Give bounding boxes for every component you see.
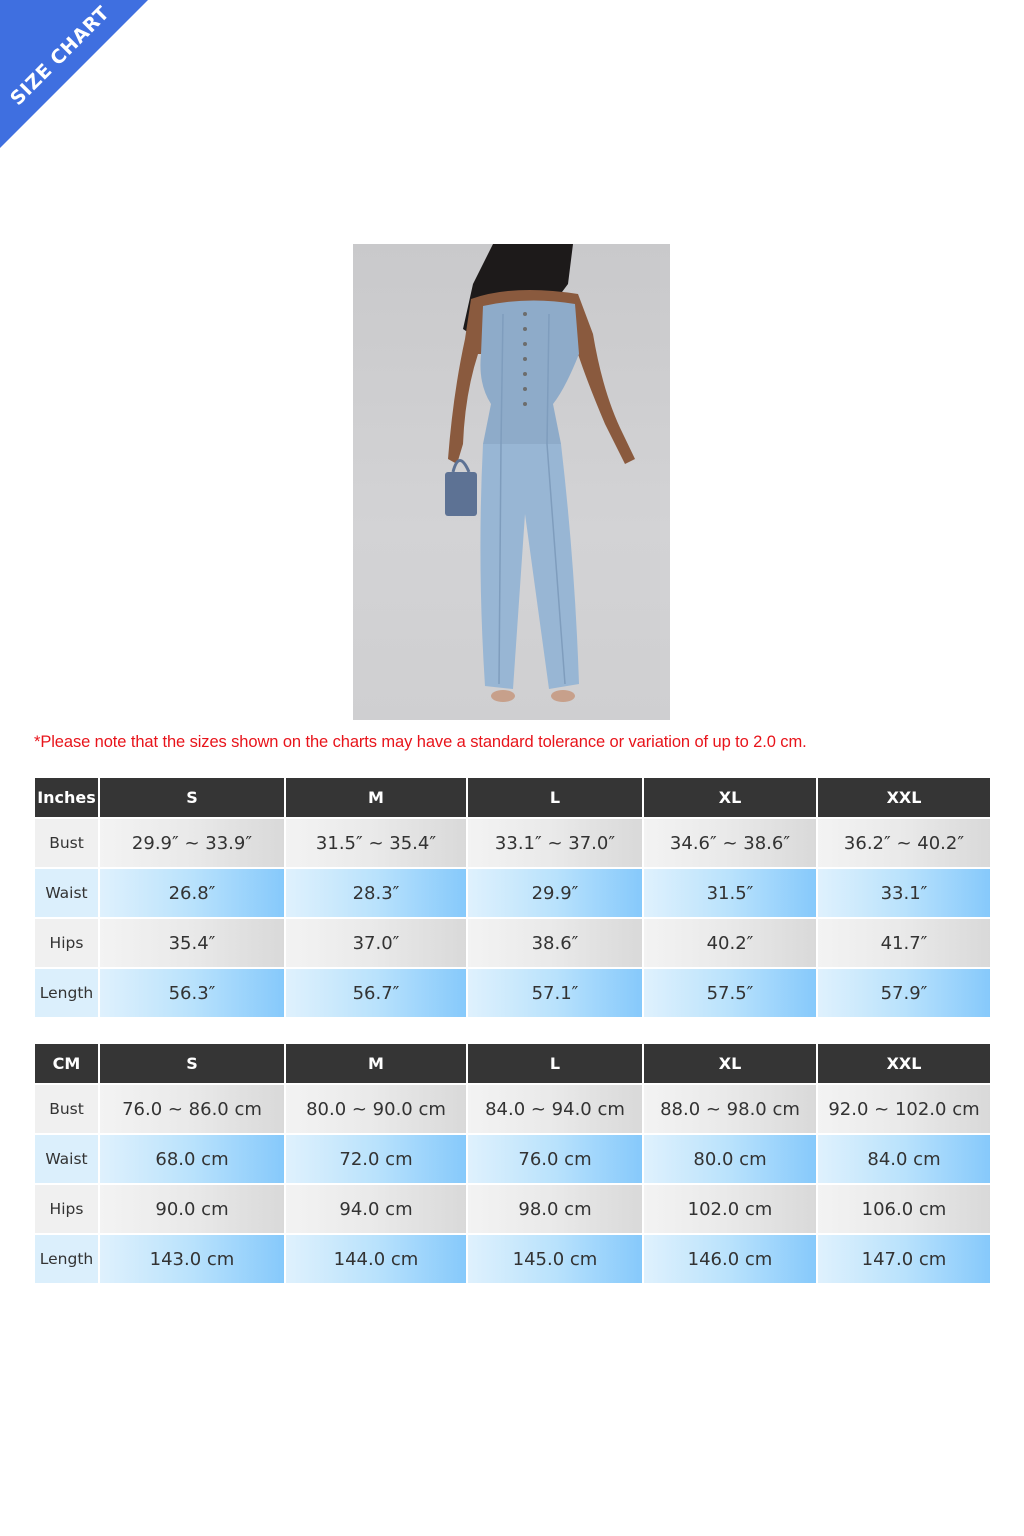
table-cell: 57.1″ bbox=[468, 969, 642, 1017]
table-cell: 33.1″ bbox=[818, 869, 990, 917]
table-cell: 92.0 ~ 102.0 cm bbox=[818, 1085, 990, 1133]
size-header-xl: XL bbox=[644, 1044, 816, 1083]
table-cell: 84.0 cm bbox=[818, 1135, 990, 1183]
table-row-hips bbox=[35, 1185, 990, 1233]
size-header-s: S bbox=[100, 1044, 284, 1083]
table-cell: 147.0 cm bbox=[818, 1235, 990, 1283]
table-row-bust bbox=[35, 819, 990, 867]
row-label: Length bbox=[35, 969, 98, 1017]
row-label: Waist bbox=[35, 1135, 98, 1183]
table-cell: 29.9″ ~ 33.9″ bbox=[100, 819, 284, 867]
table-cell: 35.4″ bbox=[100, 919, 284, 967]
table-cell: 40.2″ bbox=[644, 919, 816, 967]
row-label: Hips bbox=[35, 919, 98, 967]
table-cell: 57.5″ bbox=[644, 969, 816, 1017]
table-cell: 76.0 cm bbox=[468, 1135, 642, 1183]
table-cell: 80.0 ~ 90.0 cm bbox=[286, 1085, 466, 1133]
unit-header: CM bbox=[35, 1044, 98, 1083]
size-header-xxl: XXL bbox=[818, 1044, 990, 1083]
size-header-s: S bbox=[100, 778, 284, 817]
table-cell: 88.0 ~ 98.0 cm bbox=[644, 1085, 816, 1133]
row-label: Waist bbox=[35, 869, 98, 917]
size-header-m: M bbox=[286, 1044, 466, 1083]
table-cell: 34.6″ ~ 38.6″ bbox=[644, 819, 816, 867]
table-header-row bbox=[35, 1044, 990, 1083]
product-photo bbox=[353, 244, 670, 720]
table-row-waist bbox=[35, 1135, 990, 1183]
table-cell: 94.0 cm bbox=[286, 1185, 466, 1233]
table-cell: 56.3″ bbox=[100, 969, 284, 1017]
table-row-length bbox=[35, 969, 990, 1017]
table-cell: 57.9″ bbox=[818, 969, 990, 1017]
table-cell: 31.5″ bbox=[644, 869, 816, 917]
table-cell: 143.0 cm bbox=[100, 1235, 284, 1283]
size-header-xxl: XXL bbox=[818, 778, 990, 817]
jumpsuit-illustration bbox=[353, 244, 670, 720]
table-row-waist bbox=[35, 869, 990, 917]
row-label: Length bbox=[35, 1235, 98, 1283]
table-cell: 144.0 cm bbox=[286, 1235, 466, 1283]
table-cell: 76.0 ~ 86.0 cm bbox=[100, 1085, 284, 1133]
table-cell: 26.8″ bbox=[100, 869, 284, 917]
table-row-length bbox=[35, 1235, 990, 1283]
table-cell: 145.0 cm bbox=[468, 1235, 642, 1283]
inches-size-table bbox=[33, 776, 992, 1019]
size-header-l: L bbox=[468, 1044, 642, 1083]
table-cell: 106.0 cm bbox=[818, 1185, 990, 1233]
badge-triangle bbox=[0, 0, 148, 148]
table-cell: 80.0 cm bbox=[644, 1135, 816, 1183]
table-cell: 31.5″ ~ 35.4″ bbox=[286, 819, 466, 867]
table-cell: 98.0 cm bbox=[468, 1185, 642, 1233]
badge-label: SIZE CHART bbox=[6, 2, 114, 110]
table-cell: 38.6″ bbox=[468, 919, 642, 967]
table-cell: 28.3″ bbox=[286, 869, 466, 917]
size-header-l: L bbox=[468, 778, 642, 817]
table-row-hips bbox=[35, 919, 990, 967]
row-label: Bust bbox=[35, 819, 98, 867]
table-cell: 84.0 ~ 94.0 cm bbox=[468, 1085, 642, 1133]
table-cell: 36.2″ ~ 40.2″ bbox=[818, 819, 990, 867]
table-cell: 146.0 cm bbox=[644, 1235, 816, 1283]
table-cell: 29.9″ bbox=[468, 869, 642, 917]
table-cell: 33.1″ ~ 37.0″ bbox=[468, 819, 642, 867]
row-label: Bust bbox=[35, 1085, 98, 1133]
table-row-bust bbox=[35, 1085, 990, 1133]
table-cell: 90.0 cm bbox=[100, 1185, 284, 1233]
cm-size-table bbox=[33, 1042, 992, 1285]
unit-header: Inches bbox=[35, 778, 98, 817]
table-cell: 56.7″ bbox=[286, 969, 466, 1017]
table-header-row bbox=[35, 778, 990, 817]
table-cell: 68.0 cm bbox=[100, 1135, 284, 1183]
table-cell: 37.0″ bbox=[286, 919, 466, 967]
table-cell: 41.7″ bbox=[818, 919, 990, 967]
size-header-m: M bbox=[286, 778, 466, 817]
table-cell: 72.0 cm bbox=[286, 1135, 466, 1183]
row-label: Hips bbox=[35, 1185, 98, 1233]
tolerance-note: *Please note that the sizes shown on the charts may have a standard tolerance or variation of up to 2.0 cm. bbox=[34, 733, 807, 751]
table-cell: 102.0 cm bbox=[644, 1185, 816, 1233]
size-header-xl: XL bbox=[644, 778, 816, 817]
size-chart-badge bbox=[0, 0, 148, 148]
